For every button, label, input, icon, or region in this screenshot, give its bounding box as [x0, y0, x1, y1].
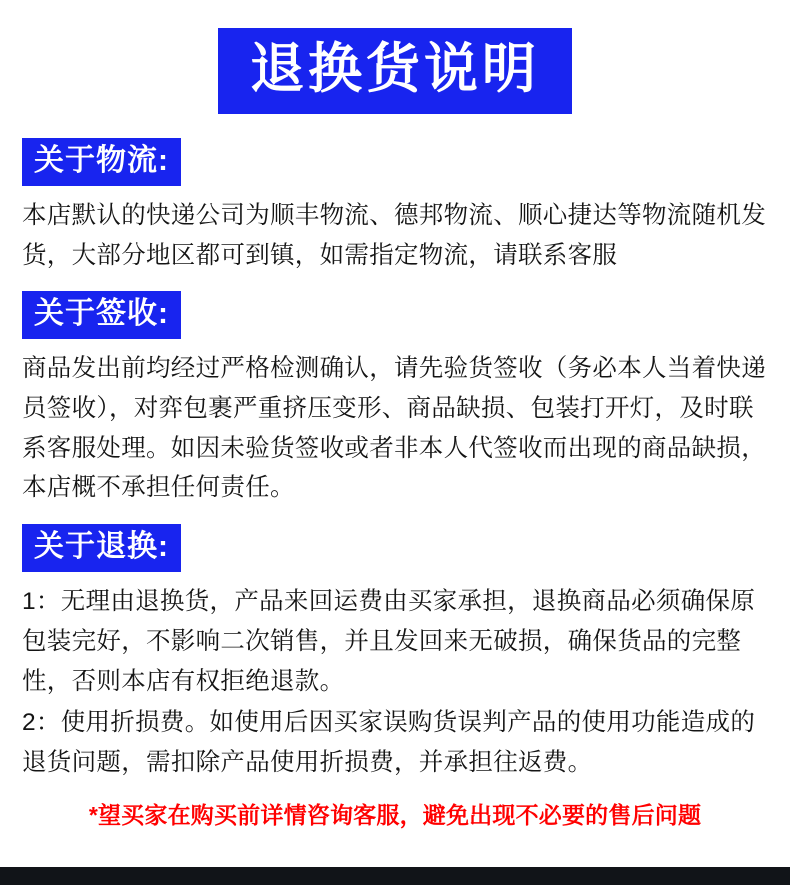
section-heading-logistics: 关于物流: [22, 138, 181, 186]
section-returns [22, 510, 768, 782]
section-body-logistics [22, 196, 768, 275]
section-heading-receipt: 关于签收: [22, 291, 181, 339]
section-receipt [22, 277, 768, 508]
paragraph: 商品发出前均经过严格检测确认，请先验货签收（务必本人当着快递员签收），对弈包裹严重挤压变形、商品缺损、包装打开灯，及时联系客服处理。如因未验货签收或者非本人代签收而出现的商品缺损，本店概不承担任何责任。 [22, 355, 766, 502]
section-heading-returns: 关于退换: [22, 524, 181, 572]
bottom-bar [0, 867, 790, 885]
section-body-receipt [22, 349, 768, 508]
paragraph: 2：使用折损费。如使用后因买家误购货误判产品的使用功能造成的退货问题，需扣除产品使用折损费，并承担往返费。 [22, 709, 756, 776]
page-title: 退换货说明 [218, 28, 572, 114]
section-logistics [22, 124, 768, 275]
section-body-returns [22, 582, 768, 782]
paragraph: 本店默认的快递公司为顺丰物流、德邦物流、顺心捷达等物流随机发货，大部分地区都可到镇，如需指定物流，请联系客服 [22, 202, 766, 269]
footer-note: *望买家在购买前详情咨询客服，避免出现不必要的售后问题 [88, 801, 702, 828]
title-banner-wrap [22, 0, 768, 124]
paragraph: 1：无理由退换货，产品来回运费由买家承担，退换商品必须确保原包装完好，不影响二次销售，并且发回来无破损，确保货品的完整性，否则本店有权拒绝退款。 [22, 588, 756, 695]
